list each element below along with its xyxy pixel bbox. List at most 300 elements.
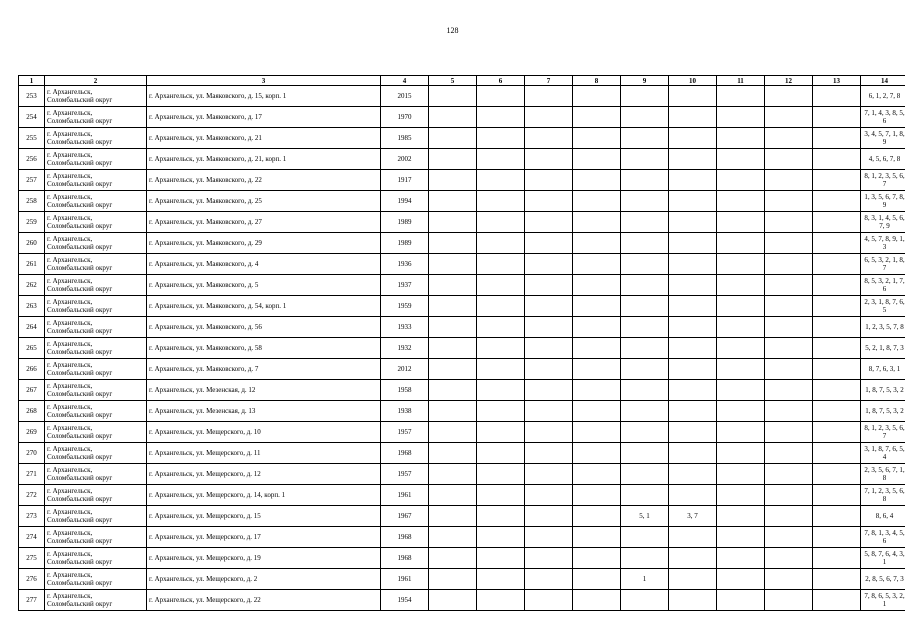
- district-name-text: Соломбальский округ: [47, 369, 113, 377]
- column-6-cell: [477, 275, 525, 296]
- row-number-cell: 262: [19, 275, 45, 296]
- column-10-cell: [669, 443, 717, 464]
- column-8-cell: [573, 590, 621, 611]
- column-11-cell: [717, 254, 765, 275]
- column-5-cell: [429, 317, 477, 338]
- column-10-cell: [669, 275, 717, 296]
- column-10-cell: [669, 338, 717, 359]
- column-14-cell: 3, 1, 8, 7, 6, 5, 4: [861, 443, 905, 464]
- column-5-cell: [429, 170, 477, 191]
- column-6-cell: [477, 422, 525, 443]
- district-cell: [45, 443, 147, 464]
- address-cell: г. Архангельск, ул. Мезенская, д. 12: [147, 380, 381, 401]
- district-city-text: г. Архангельск,: [47, 508, 93, 516]
- column-12-cell: [765, 191, 813, 212]
- row-number-cell: 265: [19, 338, 45, 359]
- address-cell: г. Архангельск, ул. Маяковского, д. 21, корп. 1: [147, 149, 381, 170]
- header-row: [19, 76, 905, 86]
- row-number-cell: 266: [19, 359, 45, 380]
- column-6-cell: [477, 590, 525, 611]
- district-cell: [45, 359, 147, 380]
- year-cell: 1932: [381, 338, 429, 359]
- column-10-cell: [669, 296, 717, 317]
- column-12-cell: [765, 128, 813, 149]
- table-row: [19, 590, 905, 611]
- column-8-cell: [573, 275, 621, 296]
- column-9-cell: [621, 380, 669, 401]
- district-name-text: Соломбальский округ: [47, 495, 113, 503]
- column-11-cell: [717, 149, 765, 170]
- column-14-cell: 8, 7, 6, 3, 1: [861, 359, 905, 380]
- column-6-cell: [477, 296, 525, 317]
- year-cell: 1936: [381, 254, 429, 275]
- column-5-cell: [429, 527, 477, 548]
- district-cell: [45, 128, 147, 149]
- column-header-5: 5: [429, 76, 477, 86]
- column-10-cell: [669, 233, 717, 254]
- column-12-cell: [765, 317, 813, 338]
- column-6-cell: [477, 86, 525, 107]
- column-11-cell: [717, 506, 765, 527]
- table-row: [19, 233, 905, 254]
- year-cell: 1917: [381, 170, 429, 191]
- column-12-cell: [765, 548, 813, 569]
- column-7-cell: [525, 527, 573, 548]
- column-14-cell: 8, 6, 4: [861, 506, 905, 527]
- column-13-cell: [813, 275, 861, 296]
- column-10-cell: [669, 590, 717, 611]
- district-name-text: Соломбальский округ: [47, 537, 113, 545]
- column-11-cell: [717, 107, 765, 128]
- district-city-text: г. Архангельск,: [47, 403, 93, 411]
- year-cell: 1937: [381, 275, 429, 296]
- column-9-cell: [621, 107, 669, 128]
- row-number-cell: 263: [19, 296, 45, 317]
- column-9-cell: [621, 401, 669, 422]
- column-8-cell: [573, 506, 621, 527]
- address-cell: г. Архангельск, ул. Мещерского, д. 10: [147, 422, 381, 443]
- year-cell: 1933: [381, 317, 429, 338]
- district-name-text: Соломбальский округ: [47, 222, 113, 230]
- column-11-cell: [717, 170, 765, 191]
- district-name-text: Соломбальский округ: [47, 453, 113, 461]
- district-name-text: Соломбальский округ: [47, 516, 113, 524]
- column-6-cell: [477, 338, 525, 359]
- column-12-cell: [765, 401, 813, 422]
- row-number-cell: 269: [19, 422, 45, 443]
- address-cell: г. Архангельск, ул. Маяковского, д. 25: [147, 191, 381, 212]
- row-number-cell: 256: [19, 149, 45, 170]
- column-8-cell: [573, 338, 621, 359]
- column-14-cell: 4, 5, 7, 8, 9, 1, 3: [861, 233, 905, 254]
- table-body: [19, 86, 905, 611]
- table-row: [19, 569, 905, 590]
- column-14-cell: 3, 4, 5, 7, 1, 8, 9: [861, 128, 905, 149]
- column-10-cell: [669, 527, 717, 548]
- column-9-cell: [621, 317, 669, 338]
- column-header-11: 11: [717, 76, 765, 86]
- address-cell: г. Архангельск, ул. Мещерского, д. 15: [147, 506, 381, 527]
- district-city-text: г. Архангельск,: [47, 319, 93, 327]
- column-5-cell: [429, 443, 477, 464]
- column-13-cell: [813, 485, 861, 506]
- column-7-cell: [525, 464, 573, 485]
- column-11-cell: [717, 401, 765, 422]
- address-cell: г. Архангельск, ул. Маяковского, д. 15, корп. 1: [147, 86, 381, 107]
- district-cell: [45, 485, 147, 506]
- column-12-cell: [765, 275, 813, 296]
- column-6-cell: [477, 359, 525, 380]
- column-14-cell: 5, 2, 1, 8, 7, 3: [861, 338, 905, 359]
- district-cell: [45, 338, 147, 359]
- district-name-text: Соломбальский округ: [47, 159, 113, 167]
- column-7-cell: [525, 212, 573, 233]
- column-10-cell: [669, 212, 717, 233]
- column-7-cell: [525, 107, 573, 128]
- district-city-text: г. Архангельск,: [47, 109, 93, 117]
- column-9-cell: [621, 191, 669, 212]
- row-number-cell: 254: [19, 107, 45, 128]
- column-9-cell: 5, 1: [621, 506, 669, 527]
- district-city-text: г. Архангельск,: [47, 424, 93, 432]
- column-13-cell: [813, 569, 861, 590]
- district-city-text: г. Архангельск,: [47, 529, 93, 537]
- table-row: [19, 149, 905, 170]
- column-6-cell: [477, 128, 525, 149]
- address-cell: г. Архангельск, ул. Мещерского, д. 22: [147, 590, 381, 611]
- column-14-cell: 1, 3, 5, 6, 7, 8, 9: [861, 191, 905, 212]
- column-header-2: 2: [45, 76, 147, 86]
- district-cell: [45, 401, 147, 422]
- district-name-text: Соломбальский округ: [47, 600, 113, 608]
- column-8-cell: [573, 191, 621, 212]
- column-13-cell: [813, 233, 861, 254]
- table-row: [19, 401, 905, 422]
- column-5-cell: [429, 149, 477, 170]
- column-12-cell: [765, 149, 813, 170]
- year-cell: 1970: [381, 107, 429, 128]
- column-9-cell: [621, 464, 669, 485]
- column-10-cell: 3, 7: [669, 506, 717, 527]
- column-9-cell: [621, 359, 669, 380]
- address-cell: г. Архангельск, ул. Маяковского, д. 5: [147, 275, 381, 296]
- column-14-cell: 8, 1, 2, 3, 5, 6, 7: [861, 170, 905, 191]
- column-12-cell: [765, 590, 813, 611]
- column-6-cell: [477, 506, 525, 527]
- year-cell: 1958: [381, 380, 429, 401]
- column-10-cell: [669, 485, 717, 506]
- year-cell: 1989: [381, 212, 429, 233]
- row-number-cell: 273: [19, 506, 45, 527]
- column-13-cell: [813, 128, 861, 149]
- column-13-cell: [813, 527, 861, 548]
- column-10-cell: [669, 254, 717, 275]
- column-8-cell: [573, 443, 621, 464]
- column-6-cell: [477, 254, 525, 275]
- row-number-cell: 258: [19, 191, 45, 212]
- column-7-cell: [525, 548, 573, 569]
- column-10-cell: [669, 359, 717, 380]
- column-14-cell: 1, 2, 3, 5, 7, 8: [861, 317, 905, 338]
- column-7-cell: [525, 401, 573, 422]
- column-11-cell: [717, 128, 765, 149]
- column-14-cell: 2, 3, 5, 6, 7, 1, 8: [861, 464, 905, 485]
- district-cell: [45, 506, 147, 527]
- column-5-cell: [429, 590, 477, 611]
- column-12-cell: [765, 233, 813, 254]
- column-14-cell: 7, 8, 6, 5, 3, 2, 1: [861, 590, 905, 611]
- column-5-cell: [429, 569, 477, 590]
- row-number-cell: 259: [19, 212, 45, 233]
- table-row: [19, 443, 905, 464]
- column-8-cell: [573, 212, 621, 233]
- row-number-cell: 268: [19, 401, 45, 422]
- district-city-text: г. Архангельск,: [47, 571, 93, 579]
- column-5-cell: [429, 233, 477, 254]
- address-cell: г. Архангельск, ул. Мещерского, д. 17: [147, 527, 381, 548]
- column-header-1: 1: [19, 76, 45, 86]
- column-10-cell: [669, 317, 717, 338]
- column-12-cell: [765, 107, 813, 128]
- row-number-cell: 255: [19, 128, 45, 149]
- column-12-cell: [765, 170, 813, 191]
- row-number-cell: 264: [19, 317, 45, 338]
- year-cell: 1985: [381, 128, 429, 149]
- year-cell: 1959: [381, 296, 429, 317]
- column-8-cell: [573, 380, 621, 401]
- column-12-cell: [765, 569, 813, 590]
- district-city-text: г. Архангельск,: [47, 277, 93, 285]
- table-row: [19, 128, 905, 149]
- district-city-text: г. Архангельск,: [47, 193, 93, 201]
- column-11-cell: [717, 359, 765, 380]
- table-row: [19, 506, 905, 527]
- column-11-cell: [717, 590, 765, 611]
- column-13-cell: [813, 506, 861, 527]
- district-city-text: г. Архангельск,: [47, 550, 93, 558]
- column-8-cell: [573, 107, 621, 128]
- district-city-text: г. Архангельск,: [47, 256, 93, 264]
- column-11-cell: [717, 275, 765, 296]
- column-9-cell: [621, 296, 669, 317]
- column-8-cell: [573, 317, 621, 338]
- district-name-text: Соломбальский округ: [47, 327, 113, 335]
- column-14-cell: 1, 8, 7, 5, 3, 2: [861, 401, 905, 422]
- district-city-text: г. Архангельск,: [47, 466, 93, 474]
- row-number-cell: 272: [19, 485, 45, 506]
- column-13-cell: [813, 422, 861, 443]
- district-name-text: Соломбальский округ: [47, 432, 113, 440]
- address-cell: г. Архангельск, ул. Маяковского, д. 4: [147, 254, 381, 275]
- column-7-cell: [525, 275, 573, 296]
- column-5-cell: [429, 359, 477, 380]
- district-city-text: г. Архангельск,: [47, 487, 93, 495]
- column-7-cell: [525, 590, 573, 611]
- column-5-cell: [429, 422, 477, 443]
- column-13-cell: [813, 380, 861, 401]
- column-6-cell: [477, 191, 525, 212]
- column-header-13: 13: [813, 76, 861, 86]
- column-5-cell: [429, 296, 477, 317]
- year-cell: 2002: [381, 149, 429, 170]
- row-number-cell: 276: [19, 569, 45, 590]
- address-cell: г. Архангельск, ул. Маяковского, д. 22: [147, 170, 381, 191]
- column-11-cell: [717, 443, 765, 464]
- column-6-cell: [477, 464, 525, 485]
- column-9-cell: [621, 254, 669, 275]
- column-12-cell: [765, 296, 813, 317]
- column-14-cell: 7, 8, 1, 3, 4, 5, 6: [861, 527, 905, 548]
- column-6-cell: [477, 485, 525, 506]
- column-11-cell: [717, 380, 765, 401]
- column-12-cell: [765, 527, 813, 548]
- column-6-cell: [477, 548, 525, 569]
- column-header-12: 12: [765, 76, 813, 86]
- column-8-cell: [573, 128, 621, 149]
- district-city-text: г. Архангельск,: [47, 151, 93, 159]
- district-cell: [45, 590, 147, 611]
- column-8-cell: [573, 527, 621, 548]
- address-cell: г. Архангельск, ул. Мещерского, д. 11: [147, 443, 381, 464]
- column-8-cell: [573, 170, 621, 191]
- column-12-cell: [765, 338, 813, 359]
- column-14-cell: 1, 8, 7, 5, 3, 2: [861, 380, 905, 401]
- year-cell: 1957: [381, 464, 429, 485]
- district-cell: [45, 422, 147, 443]
- column-9-cell: [621, 86, 669, 107]
- column-14-cell: 2, 8, 5, 6, 7, 3: [861, 569, 905, 590]
- address-cell: г. Архангельск, ул. Мезенская, д. 13: [147, 401, 381, 422]
- column-6-cell: [477, 107, 525, 128]
- table-row: [19, 212, 905, 233]
- row-number-cell: 271: [19, 464, 45, 485]
- column-9-cell: [621, 422, 669, 443]
- column-8-cell: [573, 485, 621, 506]
- table-row: [19, 107, 905, 128]
- column-5-cell: [429, 212, 477, 233]
- column-11-cell: [717, 569, 765, 590]
- district-name-text: Соломбальский округ: [47, 180, 113, 188]
- column-12-cell: [765, 485, 813, 506]
- table-row: [19, 191, 905, 212]
- column-9-cell: 1: [621, 569, 669, 590]
- district-name-text: Соломбальский округ: [47, 285, 113, 293]
- year-cell: 1938: [381, 401, 429, 422]
- column-5-cell: [429, 128, 477, 149]
- column-8-cell: [573, 296, 621, 317]
- address-cell: г. Архангельск, ул. Маяковского, д. 29: [147, 233, 381, 254]
- column-9-cell: [621, 149, 669, 170]
- column-10-cell: [669, 401, 717, 422]
- column-header-6: 6: [477, 76, 525, 86]
- column-13-cell: [813, 338, 861, 359]
- column-8-cell: [573, 254, 621, 275]
- table-row: [19, 170, 905, 191]
- column-12-cell: [765, 212, 813, 233]
- address-cell: г. Архангельск, ул. Маяковского, д. 58: [147, 338, 381, 359]
- district-city-text: г. Архангельск,: [47, 235, 93, 243]
- district-city-text: г. Архангельск,: [47, 172, 93, 180]
- column-12-cell: [765, 380, 813, 401]
- column-10-cell: [669, 86, 717, 107]
- address-cell: г. Архангельск, ул. Мещерского, д. 12: [147, 464, 381, 485]
- column-5-cell: [429, 401, 477, 422]
- column-header-7: 7: [525, 76, 573, 86]
- column-10-cell: [669, 464, 717, 485]
- column-6-cell: [477, 233, 525, 254]
- row-number-cell: 260: [19, 233, 45, 254]
- table-row: [19, 338, 905, 359]
- district-cell: [45, 170, 147, 191]
- column-13-cell: [813, 590, 861, 611]
- column-13-cell: [813, 548, 861, 569]
- column-11-cell: [717, 485, 765, 506]
- column-9-cell: [621, 128, 669, 149]
- column-9-cell: [621, 590, 669, 611]
- column-11-cell: [717, 464, 765, 485]
- district-city-text: г. Архангельск,: [47, 592, 93, 600]
- row-number-cell: 267: [19, 380, 45, 401]
- district-cell: [45, 86, 147, 107]
- table-row: [19, 317, 905, 338]
- column-10-cell: [669, 191, 717, 212]
- district-cell: [45, 191, 147, 212]
- column-11-cell: [717, 527, 765, 548]
- district-cell: [45, 275, 147, 296]
- column-13-cell: [813, 359, 861, 380]
- column-7-cell: [525, 296, 573, 317]
- column-10-cell: [669, 422, 717, 443]
- column-14-cell: 7, 1, 2, 3, 5, 6, 8: [861, 485, 905, 506]
- table-row: [19, 359, 905, 380]
- district-city-text: г. Архангельск,: [47, 445, 93, 453]
- district-cell: [45, 296, 147, 317]
- column-header-3: 3: [147, 76, 381, 86]
- column-7-cell: [525, 149, 573, 170]
- year-cell: 1968: [381, 548, 429, 569]
- column-11-cell: [717, 191, 765, 212]
- column-10-cell: [669, 170, 717, 191]
- address-cell: г. Архангельск, ул. Мещерского, д. 2: [147, 569, 381, 590]
- district-name-text: Соломбальский округ: [47, 264, 113, 272]
- district-name-text: Соломбальский округ: [47, 348, 113, 356]
- column-14-cell: 6, 1, 2, 7, 8: [861, 86, 905, 107]
- table-row: [19, 86, 905, 107]
- column-8-cell: [573, 464, 621, 485]
- column-9-cell: [621, 485, 669, 506]
- column-7-cell: [525, 569, 573, 590]
- year-cell: 1954: [381, 590, 429, 611]
- column-12-cell: [765, 86, 813, 107]
- district-city-text: г. Архангельск,: [47, 298, 93, 306]
- district-name-text: Соломбальский округ: [47, 558, 113, 566]
- address-cell: г. Архангельск, ул. Маяковского, д. 54, корп. 1: [147, 296, 381, 317]
- column-7-cell: [525, 338, 573, 359]
- district-name-text: Соломбальский округ: [47, 579, 113, 587]
- year-cell: 1968: [381, 527, 429, 548]
- column-10-cell: [669, 149, 717, 170]
- column-5-cell: [429, 338, 477, 359]
- column-7-cell: [525, 443, 573, 464]
- district-cell: [45, 107, 147, 128]
- year-cell: 2012: [381, 359, 429, 380]
- column-7-cell: [525, 422, 573, 443]
- column-5-cell: [429, 548, 477, 569]
- year-cell: 1961: [381, 485, 429, 506]
- district-cell: [45, 380, 147, 401]
- table-row: [19, 548, 905, 569]
- column-8-cell: [573, 359, 621, 380]
